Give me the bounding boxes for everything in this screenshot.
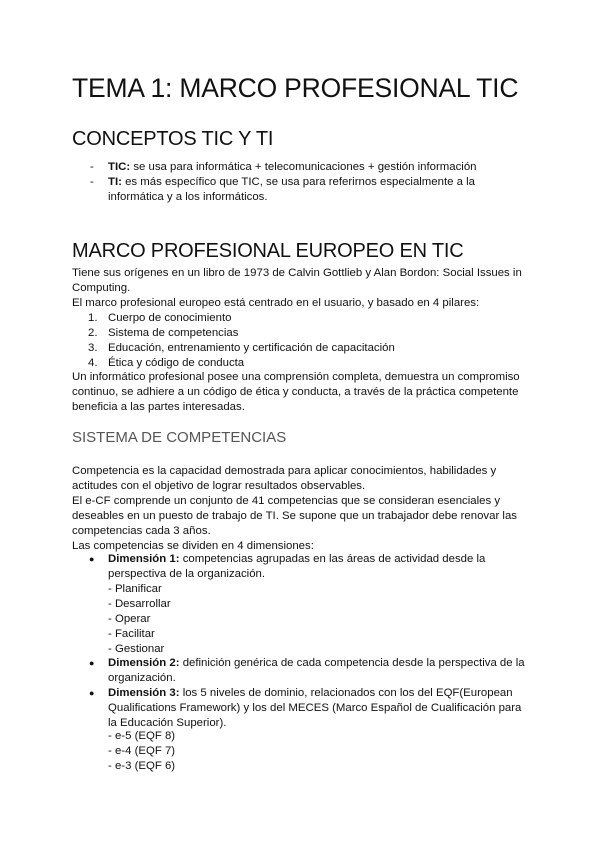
paragraph: Competencia es la capacidad demostrada para aplicar conocimientos, habilidades y actitudes con el objetivo de lograr resultados observables. xyxy=(72,465,497,492)
sub-item: - e-4 (EQF 7) xyxy=(108,745,176,757)
sub-item: - Facilitar xyxy=(108,628,155,640)
dimension-label: Dimensión 1: xyxy=(108,553,180,565)
page-title: TEMA 1: MARCO PROFESIONAL TIC xyxy=(72,73,519,103)
list-item: Sistema de competencias xyxy=(108,327,239,339)
dimension-text: los 5 niveles de dominio, relacionados con los del EQF(European Qualifications Framework) y los del MECES (Marco Español de Cualificación para la Educación Superior). xyxy=(108,687,522,729)
sub-item: - Operar xyxy=(108,613,151,625)
list-number: 2. xyxy=(88,327,98,339)
paragraph: El marco profesional europeo está centrado en el usuario, y basado en 4 pilares: xyxy=(72,297,480,309)
list-item: Ética y código de conducta xyxy=(108,357,245,369)
term-label: TIC: xyxy=(108,161,131,173)
sub-item: - Gestionar xyxy=(108,643,165,655)
term-definition: se usa para informática + telecomunicaciones + gestión información xyxy=(130,161,477,173)
bullet-dot: ● xyxy=(89,554,95,564)
list-number: 1. xyxy=(88,312,98,324)
bullet-dot: ● xyxy=(89,688,95,698)
sub-item: - Planificar xyxy=(108,583,162,595)
list-item: Educación, entrenamiento y certificación de capacitación xyxy=(108,342,395,354)
bullet-dot: ● xyxy=(89,658,95,668)
section-heading-marco-europeo: MARCO PROFESIONAL EUROPEO EN TIC xyxy=(72,240,464,262)
paragraph: Un informático profesional posee una comprensión completa, demuestra un compromiso continuo, se adhiere a un código de ética y conducta, a través de la práctica competente beneficia a las partes interesadas. xyxy=(72,371,520,413)
sub-item: - Desarrollar xyxy=(108,598,171,610)
term-definition: es más específico que TIC, se usa para referirnos especialmente a la informática y a los informáticos. xyxy=(108,176,475,203)
dimension-text: competencias agrupadas en las áreas de actividad desde la perspectiva de la organización. xyxy=(108,553,486,580)
paragraph: El e-CF comprende un conjunto de 41 competencias que se consideran esenciales y deseables en un puesto de trabajo de TI. Se supone que un trabajador debe renovar las competencias cada 3 años. xyxy=(72,495,517,537)
paragraph: Tiene sus orígenes en un libro de 1973 de Calvin Gottlieb y Alan Bordon: Social Issues in Computing. xyxy=(72,267,522,294)
dash-bullet: - xyxy=(90,176,94,188)
list-item: Cuerpo de conocimiento xyxy=(108,312,232,324)
dimension-label: Dimensión 2: xyxy=(108,657,180,669)
paragraph: Las competencias se dividen en 4 dimensiones: xyxy=(72,540,314,552)
list-item xyxy=(108,552,532,582)
section-heading-conceptos: CONCEPTOS TIC Y TI xyxy=(72,128,274,150)
list-number: 3. xyxy=(88,342,98,354)
list-number: 4. xyxy=(88,357,98,369)
subsection-heading-competencias: SISTEMA DE COMPETENCIAS xyxy=(72,429,287,446)
dimension-label: Dimensión 3: xyxy=(108,687,180,699)
sub-item: - e-3 (EQF 6) xyxy=(108,760,176,772)
list-item xyxy=(108,686,532,731)
term-label: TI: xyxy=(108,176,122,188)
dimension-text: definición genérica de cada competencia desde la perspectiva de la organización. xyxy=(108,657,525,684)
sub-item: - e-5 (EQF 8) xyxy=(108,730,176,742)
list-item xyxy=(108,656,532,686)
dash-bullet: - xyxy=(90,161,94,173)
